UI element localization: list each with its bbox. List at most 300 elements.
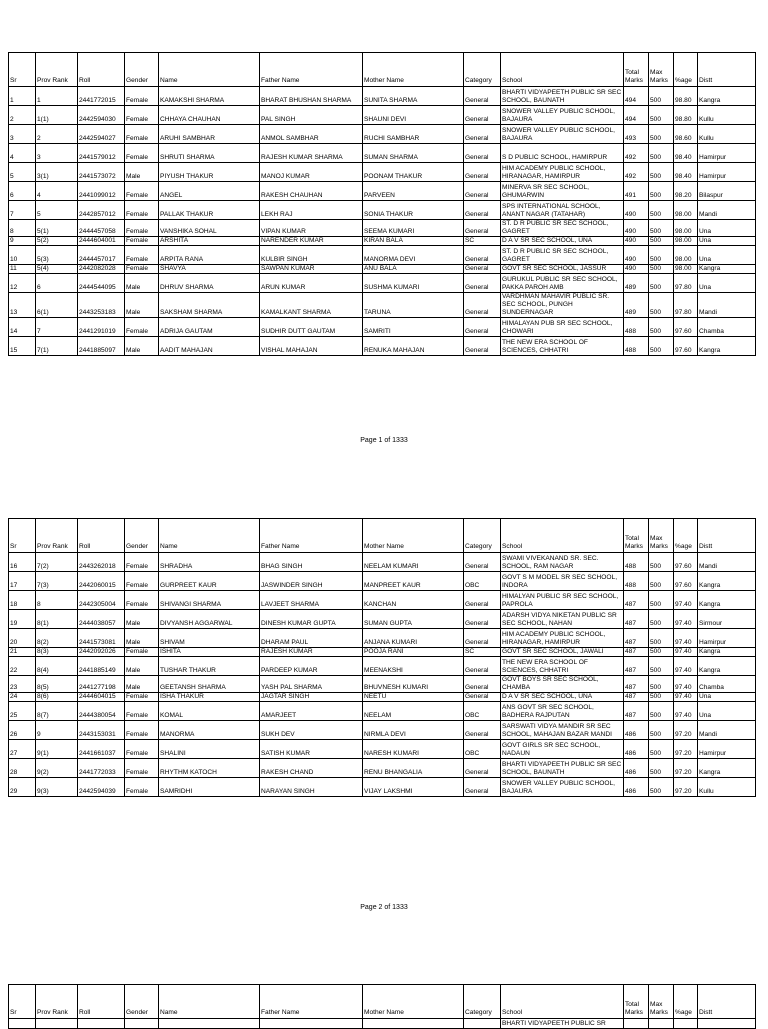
cell-gender: Male (125, 293, 159, 318)
cell-prov-rank: 5(1) (36, 220, 78, 237)
results-table-1 (8, 52, 756, 356)
cell-total-marks: 488 (624, 337, 649, 356)
cell-sr: 28 (9, 759, 36, 778)
cell-total-marks: 493 (624, 125, 649, 144)
cell-father-name: KULBIR SINGH (260, 246, 363, 265)
cell-roll: 2442082028 (78, 265, 125, 274)
cell-prov-rank: 1(1) (36, 106, 78, 125)
cell-percentage: 97.40 (674, 676, 698, 693)
cell-name: GEETANSH SHARMA (159, 676, 260, 693)
page-footer: Page 1 of 1333 (360, 437, 408, 444)
cell-gender: Female (125, 318, 159, 337)
table-row (9, 759, 756, 778)
cell-max-marks: 500 (649, 237, 674, 246)
cell-percentage: 97.40 (674, 657, 698, 676)
col-total-marks: Total Marks (624, 985, 649, 1019)
cell-district: Kangra (698, 572, 756, 591)
cell-category: General (464, 778, 501, 797)
cell-roll: 2441885149 (78, 657, 125, 676)
cell-gender: Female (125, 693, 159, 702)
table-row (9, 318, 756, 337)
col-school: School (501, 53, 624, 87)
table-row (9, 274, 756, 293)
cell-district: Kangra (698, 591, 756, 610)
cell-category: General (464, 106, 501, 125)
cell-total-marks: 487 (624, 629, 649, 648)
cell-prov-rank: 1 (36, 87, 78, 106)
cell-max-marks: 500 (649, 106, 674, 125)
cell-district: Mandi (698, 553, 756, 572)
cell-sr: 12 (9, 274, 36, 293)
cell-school: SNOWER VALLEY PUBLIC SCHOOL, BAJAURA (501, 106, 624, 125)
col-category: Category (464, 53, 501, 87)
header-row (9, 53, 756, 87)
cell-category: General (464, 657, 501, 676)
col-roll: Roll (78, 985, 125, 1019)
table-row (9, 182, 756, 201)
cell-name: SHRADHA (159, 553, 260, 572)
cell-name: SHIVANGI SHARMA (159, 591, 260, 610)
cell-sr: 19 (9, 610, 36, 629)
cell-name: SHRUTI SHARMA (159, 144, 260, 163)
cell-father-name: LAVJEET SHARMA (260, 591, 363, 610)
cell-max-marks: 500 (649, 572, 674, 591)
cell-category: OBC (464, 572, 501, 591)
cell-sr: 11 (9, 265, 36, 274)
cell-roll: 2444604015 (78, 693, 125, 702)
cell-district: Chamba (698, 318, 756, 337)
table-body (9, 985, 756, 1029)
cell-father-name: SAWPAN KUMAR (260, 265, 363, 274)
cell-gender: Female (125, 572, 159, 591)
cell-father-name: SATISH KUMAR (260, 740, 363, 759)
cell-prov-rank: 5(2) (36, 237, 78, 246)
table-row (9, 778, 756, 797)
cell-percentage: 97.40 (674, 702, 698, 721)
cell-prov-rank: 8(6) (36, 693, 78, 702)
cell-max-marks: 500 (649, 163, 674, 182)
cell-total-marks: 489 (624, 293, 649, 318)
cell-gender: Female (125, 740, 159, 759)
cell-district: Hamirpur (698, 629, 756, 648)
cell-gender: Female (125, 246, 159, 265)
col-percentage: %age (674, 985, 698, 1019)
cell-max-marks: 500 (649, 721, 674, 740)
cell-category: General (464, 318, 501, 337)
cell-father-name: BHARAT BHUSHAN SHARMA (260, 87, 363, 106)
cell-name: ADRIJA GAUTAM (159, 318, 260, 337)
col-name: Name (159, 519, 260, 553)
cell-school: GOVT BOYS SR SEC SCHOOL, CHAMBA (501, 676, 624, 693)
cell-total-marks: 491 (624, 182, 649, 201)
cell-total-marks: 486 (624, 740, 649, 759)
cell-roll: 2442060015 (78, 572, 125, 591)
cell-max-marks: 500 (649, 337, 674, 356)
cell-mother-name: SAMRITI (363, 318, 464, 337)
cell-school: SPS INTERNATIONAL SCHOOL, ANANT NAGAR (TATAHAR) (501, 201, 624, 220)
col-roll: Roll (78, 53, 125, 87)
cell-roll: 2444457017 (78, 246, 125, 265)
cell-percentage: 97.40 (674, 591, 698, 610)
cell-father-name: SUDHIR DUTT GAUTAM (260, 318, 363, 337)
cell-father-name: VISHAL MAHAJAN (260, 337, 363, 356)
cell-max-marks: 500 (649, 657, 674, 676)
cell-category: OBC (464, 702, 501, 721)
cell-school: BHARTI VIDYAPEETH PUBLIC SR SEC SCHOOL, BAUNATH (501, 759, 624, 778)
cell-mother-name: KANCHAN (363, 591, 464, 610)
cell-gender: Female (125, 106, 159, 125)
cell-district: Chamba (698, 676, 756, 693)
cell-district: Kullu (698, 125, 756, 144)
cell-district: Kangra (698, 648, 756, 657)
col-sr: Sr (9, 985, 36, 1019)
cell-school: SWAMI VIVEKANAND SR. SEC. SCHOOL, RAM NAGAR (501, 553, 624, 572)
col-gender: Gender (125, 519, 159, 553)
cell-school: GOVT SR SEC SCHOOL, JAWALI (501, 648, 624, 657)
cell-category: General (464, 591, 501, 610)
cell-mother-name: KIRAN BALA (363, 237, 464, 246)
cell-percentage: 97.80 (674, 293, 698, 318)
cell-name: ANGEL (159, 182, 260, 201)
cell-gender: Male (125, 274, 159, 293)
col-prov-rank: Prov Rank (36, 519, 78, 553)
cell-prov-rank: 8(1) (36, 610, 78, 629)
cell-father-name: KAMALKANT SHARMA (260, 293, 363, 318)
cell-gender: Female (125, 144, 159, 163)
cell-father-name: RAJESH KUMAR SHARMA (260, 144, 363, 163)
cell-roll: 2442092026 (78, 648, 125, 657)
cell-prov-rank: 4 (36, 182, 78, 201)
cell-father-name: JASWINDER SINGH (260, 572, 363, 591)
cell-district: Una (698, 693, 756, 702)
cell-total-marks: 494 (624, 87, 649, 106)
cell-sr: 29 (9, 778, 36, 797)
cell-category: General (464, 163, 501, 182)
cell-sr: 8 (9, 220, 36, 237)
col-gender: Gender (125, 53, 159, 87)
cell-prov-rank: 6 (36, 274, 78, 293)
cell-sr: 13 (9, 293, 36, 318)
cell-percentage: 98.00 (674, 220, 698, 237)
table-row (9, 337, 756, 356)
cell-father-name: DINESH KUMAR GUPTA (260, 610, 363, 629)
cell-sr: 24 (9, 693, 36, 702)
cell-father-name: BHAG SINGH (260, 553, 363, 572)
cell-mother-name: SONIA THAKUR (363, 201, 464, 220)
cell-max-marks: 500 (649, 740, 674, 759)
col-father-name: Father Name (260, 985, 363, 1019)
cell-district: Hamirpur (698, 740, 756, 759)
table-row (9, 220, 756, 237)
cell-category: SC (464, 648, 501, 657)
cell-max-marks: 500 (649, 87, 674, 106)
results-table-3 (8, 984, 756, 1029)
cell-roll: 2444038057 (78, 610, 125, 629)
cell-district: Hamirpur (698, 163, 756, 182)
cell-total-marks: 486 (624, 759, 649, 778)
table-row (9, 237, 756, 246)
cell-prov-rank: 9(2) (36, 759, 78, 778)
cell-prov-rank: 8(4) (36, 657, 78, 676)
col-district: Distt (698, 985, 756, 1019)
cell-percentage: 98.00 (674, 265, 698, 274)
cell-school: BHARTI VIDYAPEETH PUBLIC SR (501, 1019, 624, 1029)
cell-name: ISHITA (159, 648, 260, 657)
cell-total-marks: 487 (624, 657, 649, 676)
cell-name: PIYUSH THAKUR (159, 163, 260, 182)
cell-name: VANSHIKA SOHAL (159, 220, 260, 237)
cell-gender: Male (125, 676, 159, 693)
cell-gender: Male (125, 657, 159, 676)
cell-prov-rank: 8(3) (36, 648, 78, 657)
cell-category: SC (464, 237, 501, 246)
cell-name: ISHA THAKUR (159, 693, 260, 702)
cell-district: Hamirpur (698, 144, 756, 163)
cell-district: Mandi (698, 721, 756, 740)
cell-sr: 14 (9, 318, 36, 337)
cell-name: ARUHI SAMBHAR (159, 125, 260, 144)
cell-percentage: 98.80 (674, 87, 698, 106)
cell-prov-rank: 7(3) (36, 572, 78, 591)
cell-mother-name: POONAM THAKUR (363, 163, 464, 182)
cell-max-marks: 500 (649, 318, 674, 337)
cell-total-marks: 489 (624, 274, 649, 293)
cell-prov-rank: 8(7) (36, 702, 78, 721)
cell-sr: 18 (9, 591, 36, 610)
cell-school: THE NEW ERA SCHOOL OF SCIENCES, CHHATRI (501, 657, 624, 676)
cell-name: ARPITA RANA (159, 246, 260, 265)
cell-district: Kangra (698, 657, 756, 676)
cell-roll: 2444457058 (78, 220, 125, 237)
cell-sr: 3 (9, 125, 36, 144)
cell-total-marks: 487 (624, 610, 649, 629)
cell-category: General (464, 693, 501, 702)
cell-prov-rank: 8 (36, 591, 78, 610)
table-row (9, 591, 756, 610)
table-row (9, 125, 756, 144)
cell-gender: Female (125, 182, 159, 201)
cell-category: OBC (464, 740, 501, 759)
cell-name: SAMRIDHI (159, 778, 260, 797)
cell-father-name: AMARJEET (260, 702, 363, 721)
cell-father-name: MANOJ KUMAR (260, 163, 363, 182)
cell-total-marks: 494 (624, 106, 649, 125)
cell-sr: 2 (9, 106, 36, 125)
cell-school: SNOWER VALLEY PUBLIC SCHOOL, BAJAURA (501, 778, 624, 797)
cell-prov-rank: 7 (36, 318, 78, 337)
cell-max-marks: 500 (649, 676, 674, 693)
cell-district: Una (698, 220, 756, 237)
cell-total-marks: 488 (624, 553, 649, 572)
cell-roll: 2441573081 (78, 629, 125, 648)
cell-name: AADIT MAHAJAN (159, 337, 260, 356)
cell-name: SHIVAM (159, 629, 260, 648)
col-max-marks: Max Marks (649, 519, 674, 553)
col-district: Distt (698, 519, 756, 553)
cell-mother-name: SUSHMA KUMARI (363, 274, 464, 293)
cell-percentage: 98.00 (674, 201, 698, 220)
cell-father-name: PARDEEP KUMAR (260, 657, 363, 676)
cell-mother-name: PARVEEN (363, 182, 464, 201)
cell-mother-name: NIRMLA DEVI (363, 721, 464, 740)
cell-max-marks: 500 (649, 182, 674, 201)
table-row (9, 293, 756, 318)
cell-school: GURUKUL PUBLIC SR SEC SCHOOL, PAKKA PAROH AMB (501, 274, 624, 293)
cell-gender: Female (125, 201, 159, 220)
cell-school: D A V SR SEC SCHOOL, UNA (501, 237, 624, 246)
cell-district: Una (698, 702, 756, 721)
cell-category: General (464, 610, 501, 629)
cell-roll: 2441885097 (78, 337, 125, 356)
cell-gender: Female (125, 648, 159, 657)
cell-total-marks: 490 (624, 220, 649, 237)
cell-percentage: 98.60 (674, 125, 698, 144)
cell-roll: 2441772015 (78, 87, 125, 106)
cell-prov-rank: 3(1) (36, 163, 78, 182)
cell-school: ANS GOVT SR SEC SCHOOL, BADHERA RAJPUTAN (501, 702, 624, 721)
cell-max-marks: 500 (649, 293, 674, 318)
cell-sr: 9 (9, 237, 36, 246)
cell-gender: Female (125, 759, 159, 778)
cell-mother-name: RUCHI SAMBHAR (363, 125, 464, 144)
cell-mother-name: VIJAY LAKSHMI (363, 778, 464, 797)
col-father-name: Father Name (260, 519, 363, 553)
cell-mother-name: RENUKA MAHAJAN (363, 337, 464, 356)
cell-roll: 2444604001 (78, 237, 125, 246)
cell-mother-name: SUMAN SHARMA (363, 144, 464, 163)
cell-percentage: 98.00 (674, 246, 698, 265)
cell-roll: 2443253183 (78, 293, 125, 318)
cell-school: HIM ACADEMY PUBLIC SCHOOL, HIRANAGAR, HAMIRPUR (501, 629, 624, 648)
cell-roll: 2441277198 (78, 676, 125, 693)
cell-gender: Male (125, 337, 159, 356)
col-mother-name: Mother Name (363, 519, 464, 553)
cell-roll: 2441661037 (78, 740, 125, 759)
cell-percentage: 97.60 (674, 318, 698, 337)
cell-max-marks: 500 (649, 220, 674, 237)
cell-gender: Female (125, 265, 159, 274)
table-row (9, 657, 756, 676)
cell-total-marks: 488 (624, 318, 649, 337)
cell-roll: 2442594039 (78, 778, 125, 797)
cell-name: MANORMA (159, 721, 260, 740)
col-name: Name (159, 985, 260, 1019)
table-body (9, 519, 756, 797)
cell-school: HIMALAYAN PUB SR SEC SCHOOL, CHOWARI (501, 318, 624, 337)
cell-percentage: 98.00 (674, 237, 698, 246)
table-row (9, 265, 756, 274)
cell-percentage: 97.60 (674, 572, 698, 591)
cell-sr: 6 (9, 182, 36, 201)
cell-sr: 22 (9, 657, 36, 676)
cell-name: DHRUV SHARMA (159, 274, 260, 293)
cell-prov-rank: 9 (36, 721, 78, 740)
cell-percentage: 98.20 (674, 182, 698, 201)
col-mother-name: Mother Name (363, 53, 464, 87)
cell-percentage: 97.20 (674, 759, 698, 778)
cell-total-marks: 490 (624, 237, 649, 246)
cell-school: S D PUBLIC SCHOOL, HAMIRPUR (501, 144, 624, 163)
col-percentage: %age (674, 53, 698, 87)
cell-prov-rank: 8(2) (36, 629, 78, 648)
cell-total-marks: 487 (624, 702, 649, 721)
cell-school: SARSWATI VIDYA MANDIR SR SEC SCHOOL, MAHAJAN BAZAR MANDI (501, 721, 624, 740)
cell-sr: 27 (9, 740, 36, 759)
cell-father-name: RAJESH KUMAR (260, 648, 363, 657)
cell-max-marks: 500 (649, 274, 674, 293)
cell-category: General (464, 293, 501, 318)
cell-category: General (464, 87, 501, 106)
cell-district: Kangra (698, 265, 756, 274)
cell-total-marks: 490 (624, 265, 649, 274)
table-row (9, 106, 756, 125)
cell-category: General (464, 125, 501, 144)
table-row (9, 201, 756, 220)
cell-category: General (464, 182, 501, 201)
cell-percentage: 97.40 (674, 693, 698, 702)
table-row (9, 572, 756, 591)
cell-percentage: 97.20 (674, 721, 698, 740)
cell-father-name: YASH PAL SHARMA (260, 676, 363, 693)
cell-school: BHARTI VIDYAPEETH PUBLIC SR SEC SCHOOL, BAUNATH (501, 87, 624, 106)
cell-sr: 25 (9, 702, 36, 721)
cell-percentage: 97.60 (674, 337, 698, 356)
col-category: Category (464, 985, 501, 1019)
cell-school: GOVT GIRLS SR SEC SCHOOL, NADAUN (501, 740, 624, 759)
cell-school: THE NEW ERA SCHOOL OF SCIENCES, CHHATRI (501, 337, 624, 356)
cell-total-marks: 487 (624, 676, 649, 693)
cell-father-name: RAKESH CHAUHAN (260, 182, 363, 201)
cell-mother-name: MANPREET KAUR (363, 572, 464, 591)
cell-mother-name: SEEMA KUMARI (363, 220, 464, 237)
cell-district: Sirmour (698, 610, 756, 629)
cell-roll: 2441772033 (78, 759, 125, 778)
cell-roll: 2441099012 (78, 182, 125, 201)
cell-prov-rank: 7(2) (36, 553, 78, 572)
cell-roll: 2441573072 (78, 163, 125, 182)
table-body (9, 53, 756, 356)
cell-percentage: 97.60 (674, 553, 698, 572)
table-row (9, 144, 756, 163)
cell-gender: Female (125, 591, 159, 610)
col-school: School (501, 985, 624, 1019)
cell-gender: Female (125, 87, 159, 106)
cell-max-marks: 500 (649, 125, 674, 144)
cell-sr: 5 (9, 163, 36, 182)
cell-prov-rank: 2 (36, 125, 78, 144)
col-school: School (501, 519, 624, 553)
cell-district: Bilaspur (698, 182, 756, 201)
cell-prov-rank: 5 (36, 201, 78, 220)
cell-name: CHHAYA CHAUHAN (159, 106, 260, 125)
cell-school: HIMALYAN PUBLIC SR SEC SCHOOL, PAPROLA (501, 591, 624, 610)
cell-name: SHAVYA (159, 265, 260, 274)
cell-school: ST. D R PUBLIC SR SEC SCHOOL, GAGRET (501, 220, 624, 237)
cell-roll: 2443262018 (78, 553, 125, 572)
cell-percentage: 97.20 (674, 778, 698, 797)
cell-category: General (464, 676, 501, 693)
cell-district: Una (698, 246, 756, 265)
cell-max-marks: 500 (649, 144, 674, 163)
cell-father-name: SUKH DEV (260, 721, 363, 740)
cell-roll: 2442594027 (78, 125, 125, 144)
cell-mother-name: ANJANA KUMARI (363, 629, 464, 648)
cell-total-marks: 486 (624, 778, 649, 797)
cell-sr: 26 (9, 721, 36, 740)
cell-prov-rank: 5(3) (36, 246, 78, 265)
cell-mother-name: BHUVNESH KUMARI (363, 676, 464, 693)
table-row (9, 163, 756, 182)
